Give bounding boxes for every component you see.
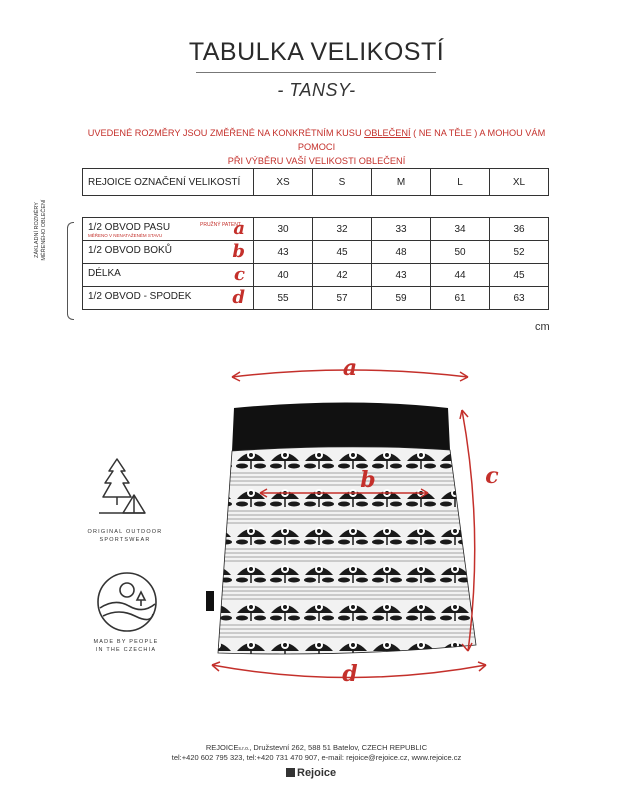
- table-row: [83, 218, 549, 241]
- diagram-letter-a: a: [342, 355, 358, 381]
- side-note-line1: ZÁKLADNÍ ROZMĚRY: [34, 202, 40, 258]
- measurement-sublabel: MĚŘENO V NENATAŽENÉM STAVU: [88, 233, 163, 238]
- footer-company: REJOICE: [205, 743, 239, 752]
- size-cell: L: [431, 169, 490, 196]
- size-label-cell: REJOICE OZNAČENÍ VELIKOSTÍ: [83, 169, 254, 196]
- measurement-label: 1/2 OBVOD - SPODEK: [88, 291, 192, 302]
- value-cell: 40: [254, 264, 313, 287]
- diagram-letter-c: c: [485, 463, 499, 489]
- value-cell: 59: [372, 287, 431, 310]
- diagram-letter-d: d: [342, 661, 358, 687]
- table-row: [83, 287, 549, 310]
- measurement-letter: b: [232, 241, 245, 262]
- value-cell: 44: [431, 264, 490, 287]
- badge-outdoor-text: [75, 528, 175, 544]
- value-cell: 48: [372, 241, 431, 264]
- size-cell: XL: [490, 169, 549, 196]
- measurement-label-cell: [83, 218, 254, 241]
- measurement-letter: c: [234, 264, 245, 285]
- measurement-label: 1/2 OBVOD PASU: [88, 222, 171, 233]
- footer-address-text: , Družstevní 262, 588 51 Batelov, CZECH REPUBLIC: [249, 743, 428, 752]
- side-note-line2: MĚŘENÉHO OBLEČENÍ: [41, 199, 47, 261]
- badge-line: ORIGINAL OUTDOOR: [87, 529, 163, 535]
- note-part2: ( NE NA TĚLE ) A MOHOU VÁM POMOCI: [297, 128, 546, 152]
- measurement-label: DÉLKA: [88, 268, 121, 279]
- diagram-letter-b: b: [360, 467, 376, 493]
- badge-line: MADE BY PEOPLE: [93, 639, 159, 645]
- brand-mark-icon: [286, 768, 295, 777]
- value-cell: 50: [431, 241, 490, 264]
- value-cell: 34: [431, 218, 490, 241]
- value-cell: 52: [490, 241, 549, 264]
- size-cell: XS: [254, 169, 313, 196]
- skirt-diagram: [200, 355, 500, 695]
- size-header-table: [82, 168, 549, 196]
- value-cell: 45: [490, 264, 549, 287]
- tent-tree-icon: [97, 455, 147, 517]
- measurement-table: [82, 217, 549, 310]
- title-underline: [196, 72, 436, 73]
- value-cell: 32: [313, 218, 372, 241]
- measurement-label: 1/2 OBVOD BOKŮ: [88, 245, 172, 256]
- badge-line: IN THE CZECHIA: [95, 647, 157, 653]
- note-part1: UVEDENÉ ROZMĚRY JSOU ZMĚŘENÉ NA KONKRÉTNÍM KUSU: [87, 128, 365, 138]
- unit-label: cm: [535, 321, 550, 333]
- brand-name: Rejoice: [297, 767, 337, 779]
- product-name: - TANSY-: [277, 80, 356, 100]
- note-line2: PŘI VÝBĚRU VAŠÍ VELIKOSTI OBLEČENÍ: [227, 156, 406, 166]
- measurement-label-cell: [83, 287, 254, 310]
- badge-czechia-text: [76, 638, 176, 654]
- skirt-tag: [206, 591, 214, 611]
- measurements-bracket: [67, 222, 74, 320]
- value-cell: 63: [490, 287, 549, 310]
- size-cell: M: [372, 169, 431, 196]
- measurement-note: [80, 126, 553, 168]
- page-title: TABULKA VELIKOSTÍ: [188, 38, 445, 66]
- landscape-sun-icon: [95, 570, 159, 634]
- measurement-label-cell: [83, 241, 254, 264]
- note-underlined: OBLEČENÍ: [364, 128, 411, 138]
- value-cell: 61: [431, 287, 490, 310]
- measurement-letter: d: [232, 287, 245, 308]
- value-cell: 57: [313, 287, 372, 310]
- measurement-label-cell: [83, 264, 254, 287]
- footer-contacts: tel:+420 602 795 323, tel:+420 731 470 907, e-mail: rejoice@rejoice.cz, www.rejoice.cz: [171, 753, 462, 762]
- badge-line: SPORTSWEAR: [99, 537, 151, 543]
- skirt-waistband: [232, 403, 450, 452]
- value-cell: 55: [254, 287, 313, 310]
- value-cell: 45: [313, 241, 372, 264]
- brand-logo: [286, 767, 336, 779]
- footer-address: [0, 743, 633, 752]
- value-cell: 43: [254, 241, 313, 264]
- table-row: [83, 241, 549, 264]
- value-cell: 36: [490, 218, 549, 241]
- measurement-letter: a: [233, 218, 245, 239]
- table-row: [83, 264, 549, 287]
- footer-company-suffix: s.r.o.: [238, 746, 250, 752]
- value-cell: 30: [254, 218, 313, 241]
- skirt-body: [218, 447, 476, 654]
- base-dimensions-note: [34, 190, 48, 270]
- value-cell: 42: [313, 264, 372, 287]
- size-header-row: [83, 169, 549, 196]
- size-cell: S: [313, 169, 372, 196]
- measurement-side-label: PRUŽNÝ PATENT: [200, 222, 241, 228]
- value-cell: 43: [372, 264, 431, 287]
- value-cell: 33: [372, 218, 431, 241]
